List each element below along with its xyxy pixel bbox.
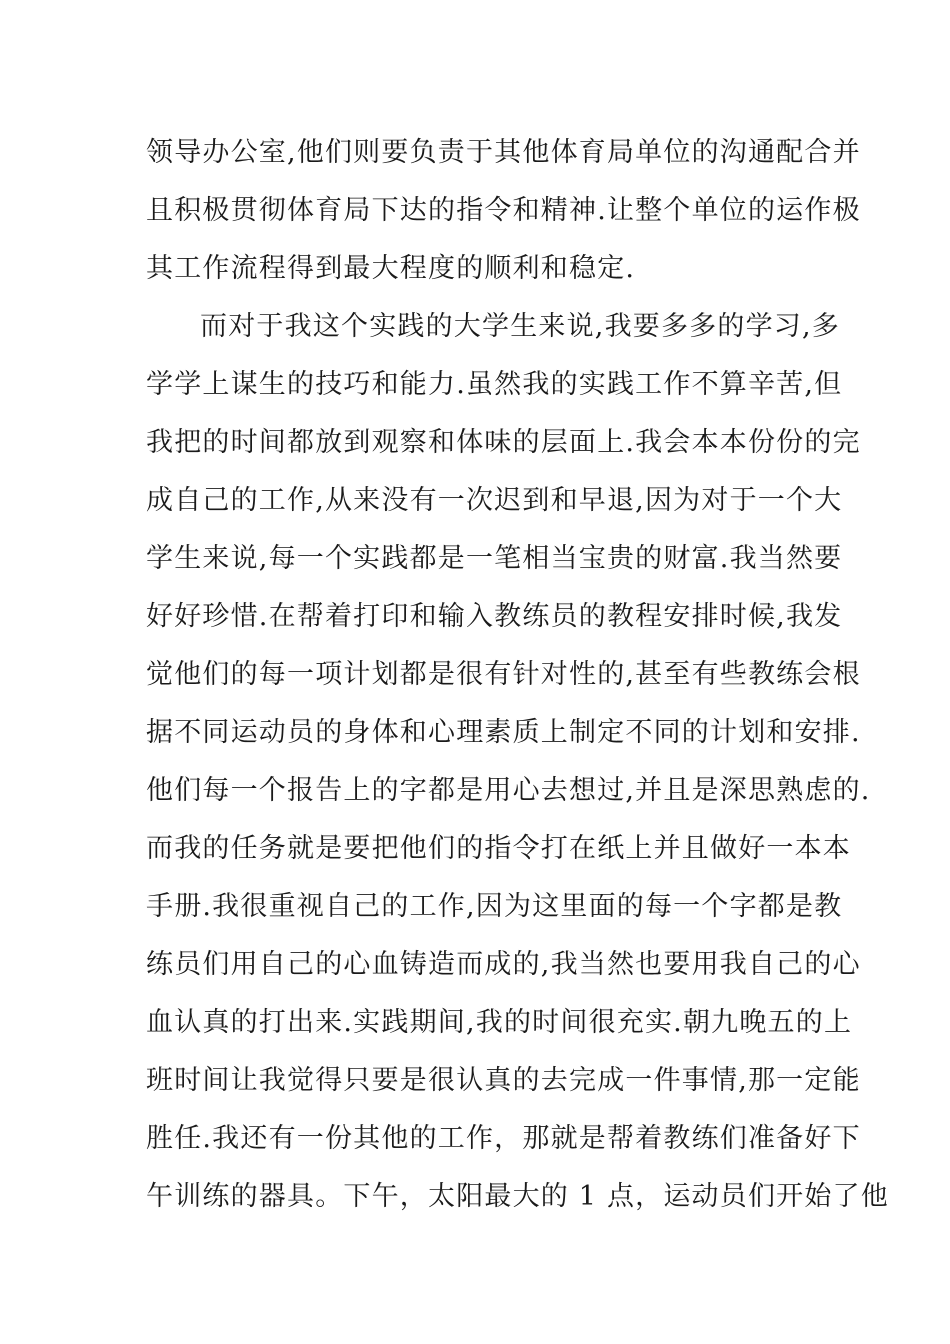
text-line: 手册.我很重视自己的工作,因为这里面的每一个字都是教 — [146, 891, 843, 922]
text-line: 学学上谋生的技巧和能力.虽然我的实践工作不算辛苦,但 — [146, 369, 843, 400]
text-line: 练员们用自己的心血铸造而成的,我当然也要用我自己的心 — [146, 949, 861, 980]
text-line: 觉他们的每一项计划都是很有针对性的,甚至有些教练会根 — [146, 659, 861, 690]
text-line: 我把的时间都放到观察和体味的层面上.我会本本份份的完 — [146, 427, 861, 458]
text-line: 据不同运动员的身体和心理素质上制定不同的计划和安排. — [146, 717, 861, 748]
body-text — [146, 124, 889, 1226]
text-line: 胜任.我还有一份其他的工作，那就是帮着教练们准备好下 — [146, 1123, 861, 1154]
text-line: 学生来说,每一个实践都是一笔相当宝贵的财富.我当然要 — [146, 543, 843, 574]
text-line: 而我的任务就是要把他们的指令打在纸上并且做好一本本 — [146, 833, 851, 864]
text-line: 且积极贯彻体育局下达的指令和精神.让整个单位的运作极 — [146, 195, 861, 226]
text-line: 血认真的打出来.实践期间,我的时间很充实.朝九晚五的上 — [146, 1007, 853, 1038]
text-line: 班时间让我觉得只要是很认真的去完成一件事情,那一定能 — [146, 1065, 861, 1096]
text-line: 好好珍惜.在帮着打印和输入教练员的教程安排时候,我发 — [146, 601, 843, 632]
text-line: 他们每一个报告上的字都是用心去想过,并且是深思熟虑的. — [146, 775, 871, 806]
text-line: 成自己的工作,从来没有一次迟到和早退,因为对于一个大 — [146, 485, 843, 516]
paragraph-start-line: 而对于我这个实践的大学生来说,我要多多的学习,多 — [200, 311, 840, 342]
text-line: 领导办公室,他们则要负责于其他体育局单位的沟通配合并 — [146, 137, 861, 168]
text-line: 午训练的器具。下午，太阳最大的 1 点，运动员们开始了他 — [146, 1181, 889, 1212]
text-line: 其工作流程得到最大程度的顺利和稳定. — [146, 253, 636, 284]
